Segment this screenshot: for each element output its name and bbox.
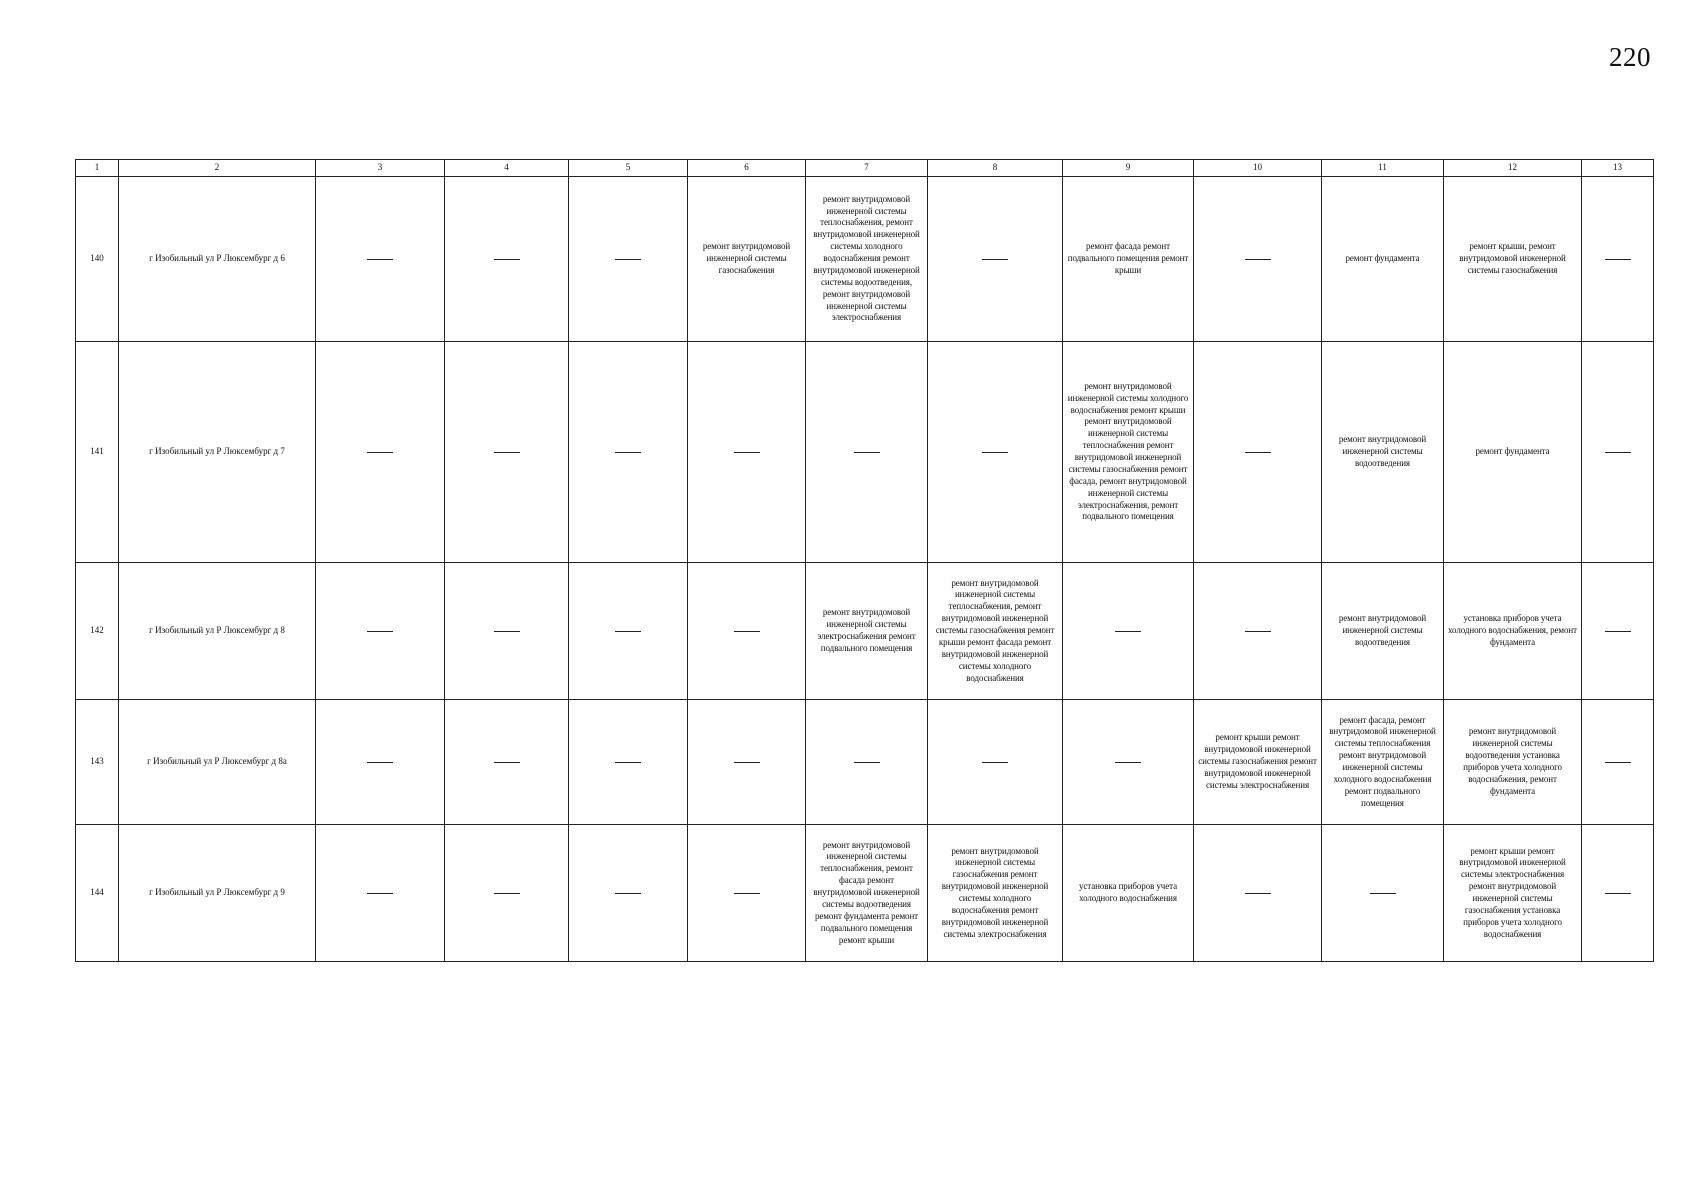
address-cell: г Изобильный ул Р Люксембург д 8 — [119, 563, 316, 700]
empty-cell — [688, 342, 806, 563]
table-row — [76, 563, 1654, 700]
empty-cell — [1582, 563, 1654, 700]
repair-work-cell: ремонт крыши, ремонт внутридомовой инженерной системы газоснабжения — [1444, 177, 1582, 342]
dash-mark — [734, 631, 760, 632]
empty-cell — [1194, 563, 1322, 700]
dash-mark — [1115, 762, 1141, 763]
repair-work-cell: ремонт внутридомовой инженерной системы водоотведения — [1322, 563, 1444, 700]
repair-work-cell: установка приборов учета холодного водоснабжения — [1063, 825, 1194, 962]
dash-mark — [1605, 631, 1631, 632]
dash-mark — [854, 452, 880, 453]
repair-work-cell: установка приборов учета холодного водоснабжения, ремонт фундамента — [1444, 563, 1582, 700]
empty-cell — [1063, 700, 1194, 825]
row-number-cell: 142 — [76, 563, 119, 700]
dash-mark — [367, 259, 393, 260]
column-number-header: 4 — [445, 160, 569, 177]
empty-cell — [445, 342, 569, 563]
column-number-header-row — [76, 160, 1654, 177]
dash-mark — [367, 893, 393, 894]
empty-cell — [569, 177, 688, 342]
repair-work-cell: ремонт внутридомовой инженерной системы теплоснабжения, ремонт внутридомовой инженерной системы газоснабжения ремонт крыши ремонт фасада ремонт внутридомовой инженерной системы холодного водоснабжения — [928, 563, 1063, 700]
dash-mark — [982, 259, 1008, 260]
empty-cell — [1194, 825, 1322, 962]
repair-work-cell: ремонт внутридомовой инженерной системы холодного водоснабжения ремонт крыши ремонт внутридомовой инженерной системы теплоснабжения ремонт внутридомовой инженерной системы газоснабжения ремонт фасада, ремонт внутридомовой инженерной системы электроснабжения, ремонт подвального помещения — [1063, 342, 1194, 563]
repair-work-cell: ремонт фундамента — [1322, 177, 1444, 342]
dash-mark — [367, 452, 393, 453]
empty-cell — [928, 700, 1063, 825]
empty-cell — [445, 825, 569, 962]
empty-cell — [1582, 825, 1654, 962]
repair-work-cell: ремонт внутридомовой инженерной системы газоснабжения ремонт внутридомовой инженерной системы холодного водоснабжения ремонт внутридомовой инженерной системы электроснабжения — [928, 825, 1063, 962]
empty-cell — [1194, 342, 1322, 563]
dash-mark — [1370, 893, 1396, 894]
dash-mark — [854, 762, 880, 763]
repair-work-cell: ремонт внутридомовой инженерной системы водоотведения установка приборов учета холодного водоснабжения, ремонт фундамента — [1444, 700, 1582, 825]
dash-mark — [494, 893, 520, 894]
empty-cell — [316, 342, 445, 563]
dash-mark — [1605, 452, 1631, 453]
column-number-header: 12 — [1444, 160, 1582, 177]
repair-work-cell: ремонт фундамента — [1444, 342, 1582, 563]
empty-cell — [1322, 825, 1444, 962]
address-cell: г Изобильный ул Р Люксембург д 7 — [119, 342, 316, 563]
dash-mark — [1605, 259, 1631, 260]
repair-work-cell: ремонт крыши ремонт внутридомовой инженерной системы газоснабжения ремонт внутридомовой инженерной системы электроснабжения — [1194, 700, 1322, 825]
page-number: 220 — [1609, 42, 1651, 72]
empty-cell — [688, 563, 806, 700]
repair-work-cell: ремонт внутридомовой инженерной системы электроснабжения ремонт подвального помещения — [806, 563, 928, 700]
empty-cell — [569, 563, 688, 700]
dash-mark — [1605, 762, 1631, 763]
empty-cell — [316, 177, 445, 342]
column-number-header: 2 — [119, 160, 316, 177]
dash-mark — [734, 452, 760, 453]
empty-cell — [1582, 342, 1654, 563]
repair-work-cell: ремонт фасада ремонт подвального помещения ремонт крыши — [1063, 177, 1194, 342]
dash-mark — [1605, 893, 1631, 894]
empty-cell — [316, 825, 445, 962]
repair-work-cell: ремонт внутридомовой инженерной системы теплоснабжения, ремонт внутридомовой инженерной системы холодного водоснабжения ремонт внутридомовой инженерной системы водоотведения, ремонт внутридомовой инженерной системы электроснабжения — [806, 177, 928, 342]
empty-cell — [688, 700, 806, 825]
repair-work-cell: ремонт внутридомовой инженерной системы водоотведения — [1322, 342, 1444, 563]
row-number-cell: 143 — [76, 700, 119, 825]
column-number-header: 8 — [928, 160, 1063, 177]
empty-cell — [806, 700, 928, 825]
address-cell: г Изобильный ул Р Люксембург д 9 — [119, 825, 316, 962]
empty-cell — [445, 563, 569, 700]
column-number-header: 9 — [1063, 160, 1194, 177]
empty-cell — [1582, 700, 1654, 825]
address-cell: г Изобильный ул Р Люксембург д 8а — [119, 700, 316, 825]
column-number-header: 3 — [316, 160, 445, 177]
dash-mark — [615, 452, 641, 453]
dash-mark — [1245, 631, 1271, 632]
row-number-cell: 141 — [76, 342, 119, 563]
dash-mark — [982, 762, 1008, 763]
empty-cell — [316, 700, 445, 825]
empty-cell — [806, 342, 928, 563]
column-number-header: 10 — [1194, 160, 1322, 177]
dash-mark — [367, 631, 393, 632]
dash-mark — [1245, 893, 1271, 894]
table-row — [76, 700, 1654, 825]
column-number-header: 7 — [806, 160, 928, 177]
address-cell: г Изобильный ул Р Люксембург д 6 — [119, 177, 316, 342]
dash-mark — [615, 893, 641, 894]
column-number-header: 11 — [1322, 160, 1444, 177]
empty-cell — [928, 177, 1063, 342]
empty-cell — [445, 177, 569, 342]
dash-mark — [615, 762, 641, 763]
dash-mark — [615, 259, 641, 260]
empty-cell — [1063, 563, 1194, 700]
empty-cell — [569, 342, 688, 563]
repair-work-cell: ремонт внутридомовой инженерной системы теплоснабжения, ремонт фасада ремонт внутридомовой инженерной системы водоотведения ремонт фундамента ремонт подвального помещения ремонт крыши — [806, 825, 928, 962]
table-row — [76, 342, 1654, 563]
dash-mark — [494, 762, 520, 763]
empty-cell — [445, 700, 569, 825]
dash-mark — [367, 762, 393, 763]
row-number-cell: 140 — [76, 177, 119, 342]
dash-mark — [494, 452, 520, 453]
row-number-cell: 144 — [76, 825, 119, 962]
repair-work-cell: ремонт внутридомовой инженерной системы газоснабжения — [688, 177, 806, 342]
dash-mark — [1115, 631, 1141, 632]
empty-cell — [928, 342, 1063, 563]
empty-cell — [316, 563, 445, 700]
dash-mark — [615, 631, 641, 632]
dash-mark — [734, 893, 760, 894]
empty-cell — [569, 700, 688, 825]
dash-mark — [1245, 259, 1271, 260]
dash-mark — [982, 452, 1008, 453]
empty-cell — [1582, 177, 1654, 342]
repair-work-cell: ремонт фасада, ремонт внутридомовой инженерной системы теплоснабжения ремонт внутридомовой инженерной системы холодного водоснабжения ремонт подвального помещения — [1322, 700, 1444, 825]
dash-mark — [1245, 452, 1271, 453]
empty-cell — [688, 825, 806, 962]
repair-schedule-table — [75, 159, 1654, 962]
empty-cell — [1194, 177, 1322, 342]
column-number-header: 1 — [76, 160, 119, 177]
dash-mark — [734, 762, 760, 763]
column-number-header: 6 — [688, 160, 806, 177]
column-number-header: 13 — [1582, 160, 1654, 177]
column-number-header: 5 — [569, 160, 688, 177]
empty-cell — [569, 825, 688, 962]
repair-work-cell: ремонт крыши ремонт внутридомовой инженерной системы электроснабжения ремонт внутридомовой инженерной системы газоснабжения установка приборов учета холодного водоснабжения — [1444, 825, 1582, 962]
dash-mark — [494, 259, 520, 260]
dash-mark — [494, 631, 520, 632]
table-row — [76, 177, 1654, 342]
table-row — [76, 825, 1654, 962]
